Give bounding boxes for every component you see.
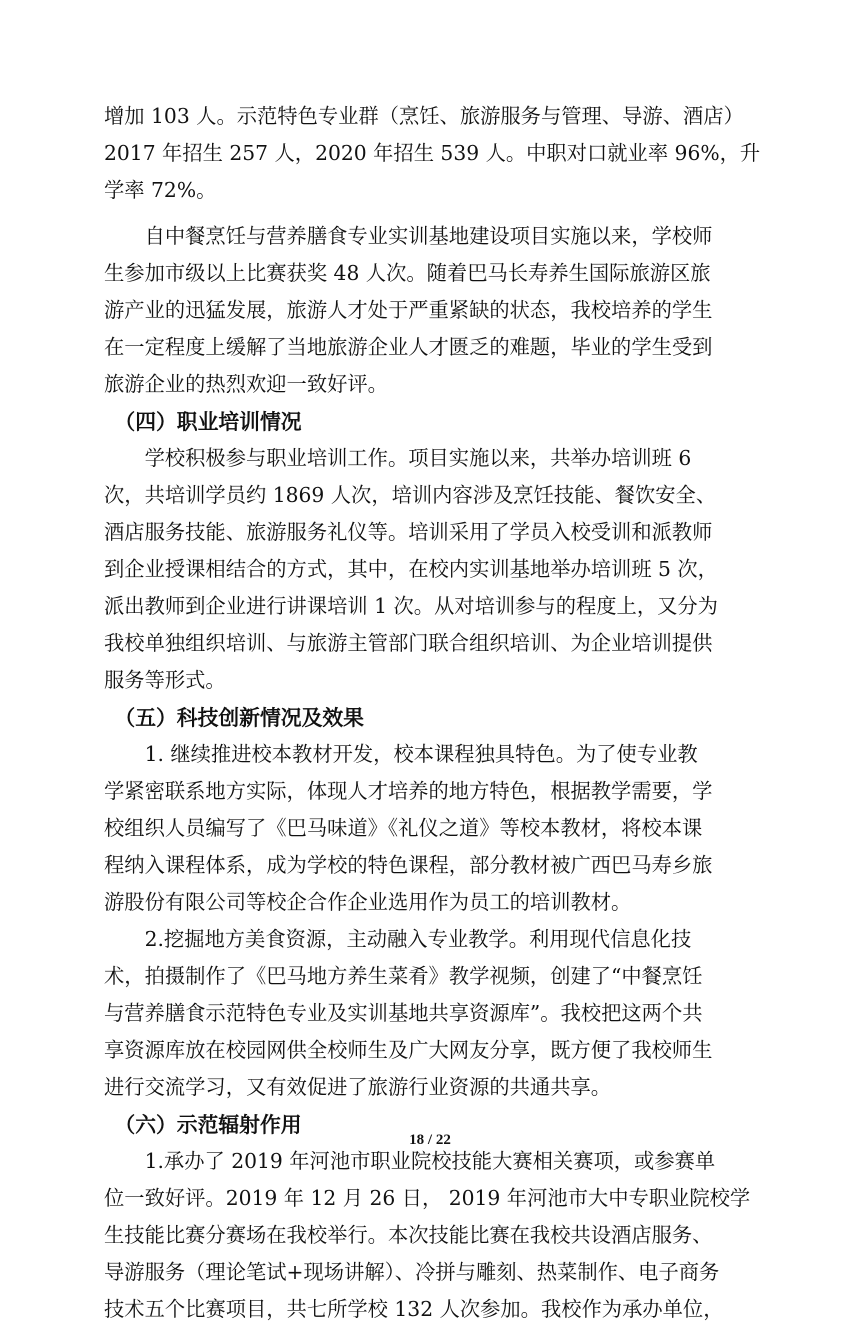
text-line: 我校单独组织培训、与旅游主管部门联合组织培训、为企业培训提供 (104, 631, 713, 655)
text-line: 程纳入课程体系，成为学校的特色课程，部分教材被广西巴马寿乡旅 (104, 853, 713, 877)
text-line: 校组织人员编写了《巴马味道》《礼仪之道》等校本教材，将校本课 (104, 816, 703, 840)
text-line: 学率 72%。 (104, 178, 217, 202)
text-line: 次，共培训学员约 1869 人次，培训内容涉及烹饪技能、餐饮安全、 (104, 483, 717, 507)
text-line: 学校积极参与职业培训工作。项目实施以来，共举办培训班 6 (104, 446, 692, 470)
text-line: 技术五个比赛项目，共七所学校 132 人次参加。我校作为承办单位， (104, 1297, 724, 1321)
text-line: 1.承办了 2019 年河池市职业院校技能大赛相关赛项，或参赛单 (104, 1149, 716, 1173)
text-line: 导游服务（理论笔试+现场讲解）、冷拼与雕刻、热菜制作、电子商务 (104, 1260, 720, 1284)
text-line: 游股份有限公司等校企合作企业选用作为员工的培训教材。 (104, 890, 632, 914)
text-line: 增加 103 人。示范特色专业群（烹饪、旅游服务与管理、导游、酒店） (104, 104, 744, 128)
text-line: 派出教师到企业进行讲课培训 1 次。从对培训参与的程度上，又分为 (104, 594, 718, 618)
page-number: 18 / 22 (409, 1132, 451, 1148)
text-line: 酒店服务技能、旅游服务礼仪等。培训采用了学员入校受训和派教师 (104, 520, 713, 544)
section-heading: （六）示范辐射作用 (104, 1112, 302, 1137)
text-line: 进行交流学习，又有效促进了旅游行业资源的共通共享。 (104, 1075, 612, 1099)
text-line: 自中餐烹饪与营养膳食专业实训基地建设项目实施以来，学校师 (104, 224, 713, 248)
text-line: 享资源库放在校园网供全校师生及广大网友分享，既方便了我校师生 (104, 1038, 713, 1062)
text-line: 学紧密联系地方实际，体现人才培养的地方特色，根据教学需要，学 (104, 779, 713, 803)
text-line: 与营养膳食示范特色专业及实训基地共享资源库”。我校把这两个共 (104, 1001, 703, 1025)
text-line: 旅游企业的热烈欢迎一致好评。 (104, 372, 388, 396)
text-line: 1. 继续推进校本教材开发，校本课程独具特色。为了使专业教 (104, 742, 698, 766)
text-line: 生技能比赛分赛场在我校举行。本次技能比赛在我校共设酒店服务、 (104, 1223, 713, 1247)
text-line: 在一定程度上缓解了当地旅游企业人才匮乏的难题，毕业的学生受到 (104, 335, 713, 359)
section-heading: （四）职业培训情况 (104, 409, 302, 434)
text-line: 位一致好评。2019 年 12 月 26 日， 2019 年河池市大中专职业院校学 (104, 1186, 751, 1210)
text-line: 2.挖掘地方美食资源，主动融入专业教学。利用现代信息化技 (104, 927, 692, 951)
text-line: 游产业的迅猛发展，旅游人才处于严重紧缺的状态，我校培养的学生 (104, 298, 713, 322)
text-line: 生参加市级以上比赛获奖 48 人次。随着巴马长寿养生国际旅游区旅 (104, 261, 711, 285)
text-line: 到企业授课相结合的方式，其中，在校内实训基地举办培训班 5 次， (104, 557, 718, 581)
text-line: 服务等形式。 (104, 668, 226, 692)
text-line: 术，拍摄制作了《巴马地方养生菜肴》教学视频，创建了“中餐烹饪 (104, 964, 703, 988)
section-heading: （五）科技创新情况及效果 (104, 705, 364, 730)
text-line: 2017 年招生 257 人，2020 年招生 539 人。中职对口就业率 96%，升 (104, 141, 761, 165)
